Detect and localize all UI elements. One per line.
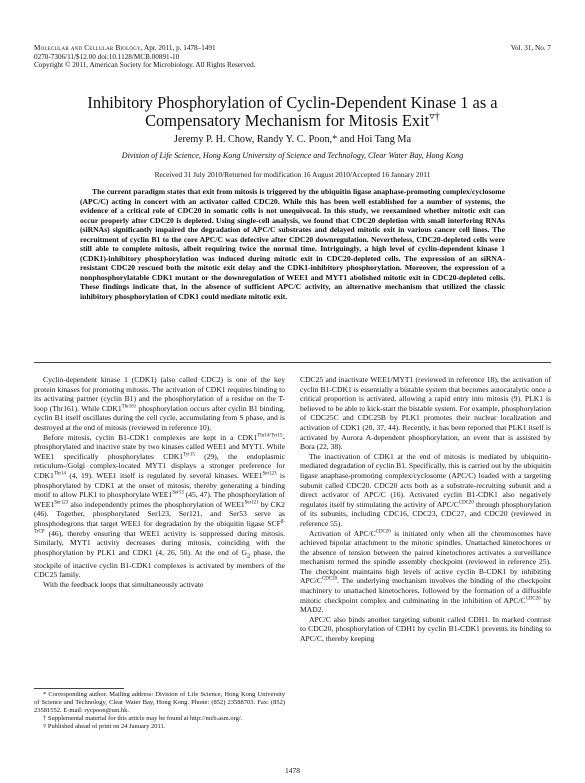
issue-line: , Apr. 2011, p. 1478–1491	[140, 44, 216, 52]
paragraph: CDC25 and inactivate WEE1/MYT1 (reviewed in reference 18), the activation of cyclin B1-CDK1 is essentially a bistable system that becomes autocatalytic once a critical proportion is activated, allowing a rapid entry into mitosis (9). PLK1 is believed to be able to kick-start the bistable system. For example, phosphorylation of CDC25C and CDC25B by PLK1 promotes their nuclear localization and activation of CDK1 (20, 37, 44). Recently, it has been reported that PLK1 itself is activated by Aurora A-dependent phosphorylation, an event that is assisted by Bora (22, 38).	[300, 375, 551, 452]
footnote-divider	[34, 688, 124, 689]
title-line-2: Compensatory Mechanism for Mitosis Exit	[145, 111, 430, 130]
footnote-published: ▿ Published ahead of print on 24 January 2011.	[43, 723, 166, 730]
abstract: The current paradigm states that exit from mitosis is triggered by the ubiquitin ligase anaphase-promoting complex/cyclosome (APC/C) acting in concert with an activator called CDC20. While this has been well established for a number of systems, the evidence of a critical role of CDC20 in somatic cells is not unequivocal. In this study, we reexamined whether mitotic exit can occur properly after CDC20 is depleted. Using single-cell analysis, we found that CDC20 depletion with small interfering RNAs (siRNAs) significantly impaired the degradation of APC/C substrates and delayed mitotic exit in various cancer cell lines. The recruitment of cyclin B1 to the core APC/C was defective after CDC20 downregulation. Nevertheless, CDC20-depleted cells were still able to complete mitosis, albeit requiring twice the normal time. Intriguingly, a high level of cyclin-dependent kinase 1 (CDK1)-inhibitory phosphorylation was induced during mitotic exit in CDC20-depleted cells. The expression of an siRNA-resistant CDC20 rescued both the mitotic exit delay and the CDK1-inhibitory phosphorylation. Moreover, the expression of a nonphosphorylatable CDK1 mutant or the downregulation of WEE1 and MYT1 abolished mitotic exit in CDC20-depleted cells. These findings indicate that, in the absence of sufficient APC/C activity, an alternative mechanism that utilized the classic inhibitory phosphorylation of CDK1 could mediate mitotic exit.	[80, 187, 505, 302]
issn-doi: 0270-7306/11/$12.00 doi:10.1128/MCB.00891-10	[34, 52, 180, 61]
footnote-supplemental: † Supplemental material for this article may be found at http://mcb.asm.org/.	[43, 715, 243, 722]
running-header	[34, 44, 434, 70]
title-footnote-marks: ▿†	[429, 111, 440, 123]
body-column-left	[34, 375, 285, 590]
paragraph: Activation of APC/$C^{CDC20}$ is initiated only when all the chromosomes have achieved bipolar attachment to the mitotic spindles. Unattached kinetochores or the absence of tension between the paired kinetochores activates a surveillance mechanism termed the spindle assembly checkpoint (reviewed in reference 25). The checkpoint maintains high levels of active cyclin B-CDK1 by inhibiting APC/$C^{CDC20}$. The underlying mechanism involves the binding of the checkpoint machinery to unattached kinetochores, followed by the formation of a diffusible mitotic checkpoint complex and culminating in the inhibition of APC/$C^{CDC20}$ by MAD2.	[300, 528, 552, 615]
page-number: 1478	[285, 766, 300, 775]
author-list: Jeremy P. H. Chow, Randy Y. C. Poon,* and Hoi Tang Ma	[174, 134, 411, 145]
paragraph: With the feedback loops that simultaneously activate	[43, 579, 204, 589]
body-column-right	[300, 375, 551, 644]
journal-name: Molecular and Cellular Biology	[34, 44, 141, 52]
paragraph: Before mitosis, cyclin B1-CDK1 complexes are kept in a $CDK1^{Thr14/Tyr15}$-phosphorylated and inactive state by two kinases called WEE1 and MYT1. While WEE1 specifically phosphorylates $CDK1^{Tyr15}$ (29), the endoplasmic reticulum-/Golgi complex-located MYT1 displays a stronger preference for $CDK1^{Thr14}$ (4, 19). WEE1 itself is regulated by several kinases. $WEE1^{Ser123}$ is phosphorylated by CDK1 at the onset of mitosis, thereby generating a binding motif to allow PLK1 to phosphorylate $WEE1^{Ser53}$ (45, 47). The phosphorylation of $WEE1^{Ser123}$ also independently primes the phosphorylation of $WEE1^{Ser121}$ by CK2 (46). Together, phosphorylated Ser123, Ser121, and Ser53 serve as phosphodegrons that target WEE1 for degradation by the ubiquitin ligase $SCF^{\beta-TrCP}$ (46), thereby ensuring that WEE1 activity is suppressed during mitosis. Similarly, MYT1 activity decreases during mitosis, coinciding with the phosphorylation by PLK1 and CDK1 (4, 26, 50). At the end of $G_2$ phase, the stockpile of inactive cyclin B1-CDK1 complexes is activated by members of the CDC25 family.	[34, 432, 286, 580]
paragraph: APC/C also binds another targeting subunit called CDH1. In marked contrast to CDC20, phosphorylation of CDH1 by cyclin B1-CDK1 prevents its binding to APC/C, thereby keeping	[300, 614, 551, 644]
volume-issue: Vol. 31, No. 7	[510, 44, 551, 52]
affiliation: Division of Life Science, Hong Kong University of Science and Technology, Clear Water Bay, Hong Kong	[121, 151, 464, 160]
paragraph: Cyclin-dependent kinase 1 (CDK1) (also called CDC2) is one of the key protein kinases for promoting mitosis. The activation of CDK1 requires binding to its activating partner (cyclin B1) and the phosphorylation of a residue on the T-loop (Thr161). While $CDK1^{Thr161}$ phosphorylation occurs after cyclin B1 binding, cyclin B1 itself oscillates during the cell cycle, accumulating from S phase, and is destroyed at the end of mitosis (reviewed in reference 10).	[34, 375, 285, 432]
article-title	[40, 94, 545, 130]
title-line-1: Inhibitory Phosphorylation of Cyclin-Dependent Kinase 1 as a	[87, 93, 498, 112]
section-divider	[34, 362, 551, 363]
footnotes	[34, 691, 285, 731]
footnote-corresponding: * Corresponding author. Mailing address: Division of Life Science, Hong Kong University of Science and Technology, Clear Water Bay, Hong Kong. Phone: (852) 23588703. Fax: (852) 23581552. E-mail: rycpoon@ust.hk.	[34, 691, 285, 714]
paragraph: The inactivation of CDK1 at the end of mitosis is mediated by ubiquitin-mediated degradation of cyclin B1. Specifically, this is carried out by the ubiquitin ligase anaphase-promoting complex/cyclosome (APC/C) loaded with a targeting subunit called CDC20. CDC20 acts both as a substrate-recruiting subunit and a direct activator of APC/C (16). Activated cyclin B1-CDK1 also negatively regulates itself by stimulating the activity of APC/$C^{CDC20}$ through phosphorylation of its subunits, including CDC16, CDC23, CDC27, and CDC20 (reviewed in reference 55).	[300, 451, 551, 528]
copyright-line: Copyright © 2011, American Society for Microbiology. All Rights Reserved.	[34, 61, 256, 70]
received-dates: Received 31 July 2010/Returned for modification 16 August 2010/Accepted 16 January 2011	[154, 170, 431, 179]
